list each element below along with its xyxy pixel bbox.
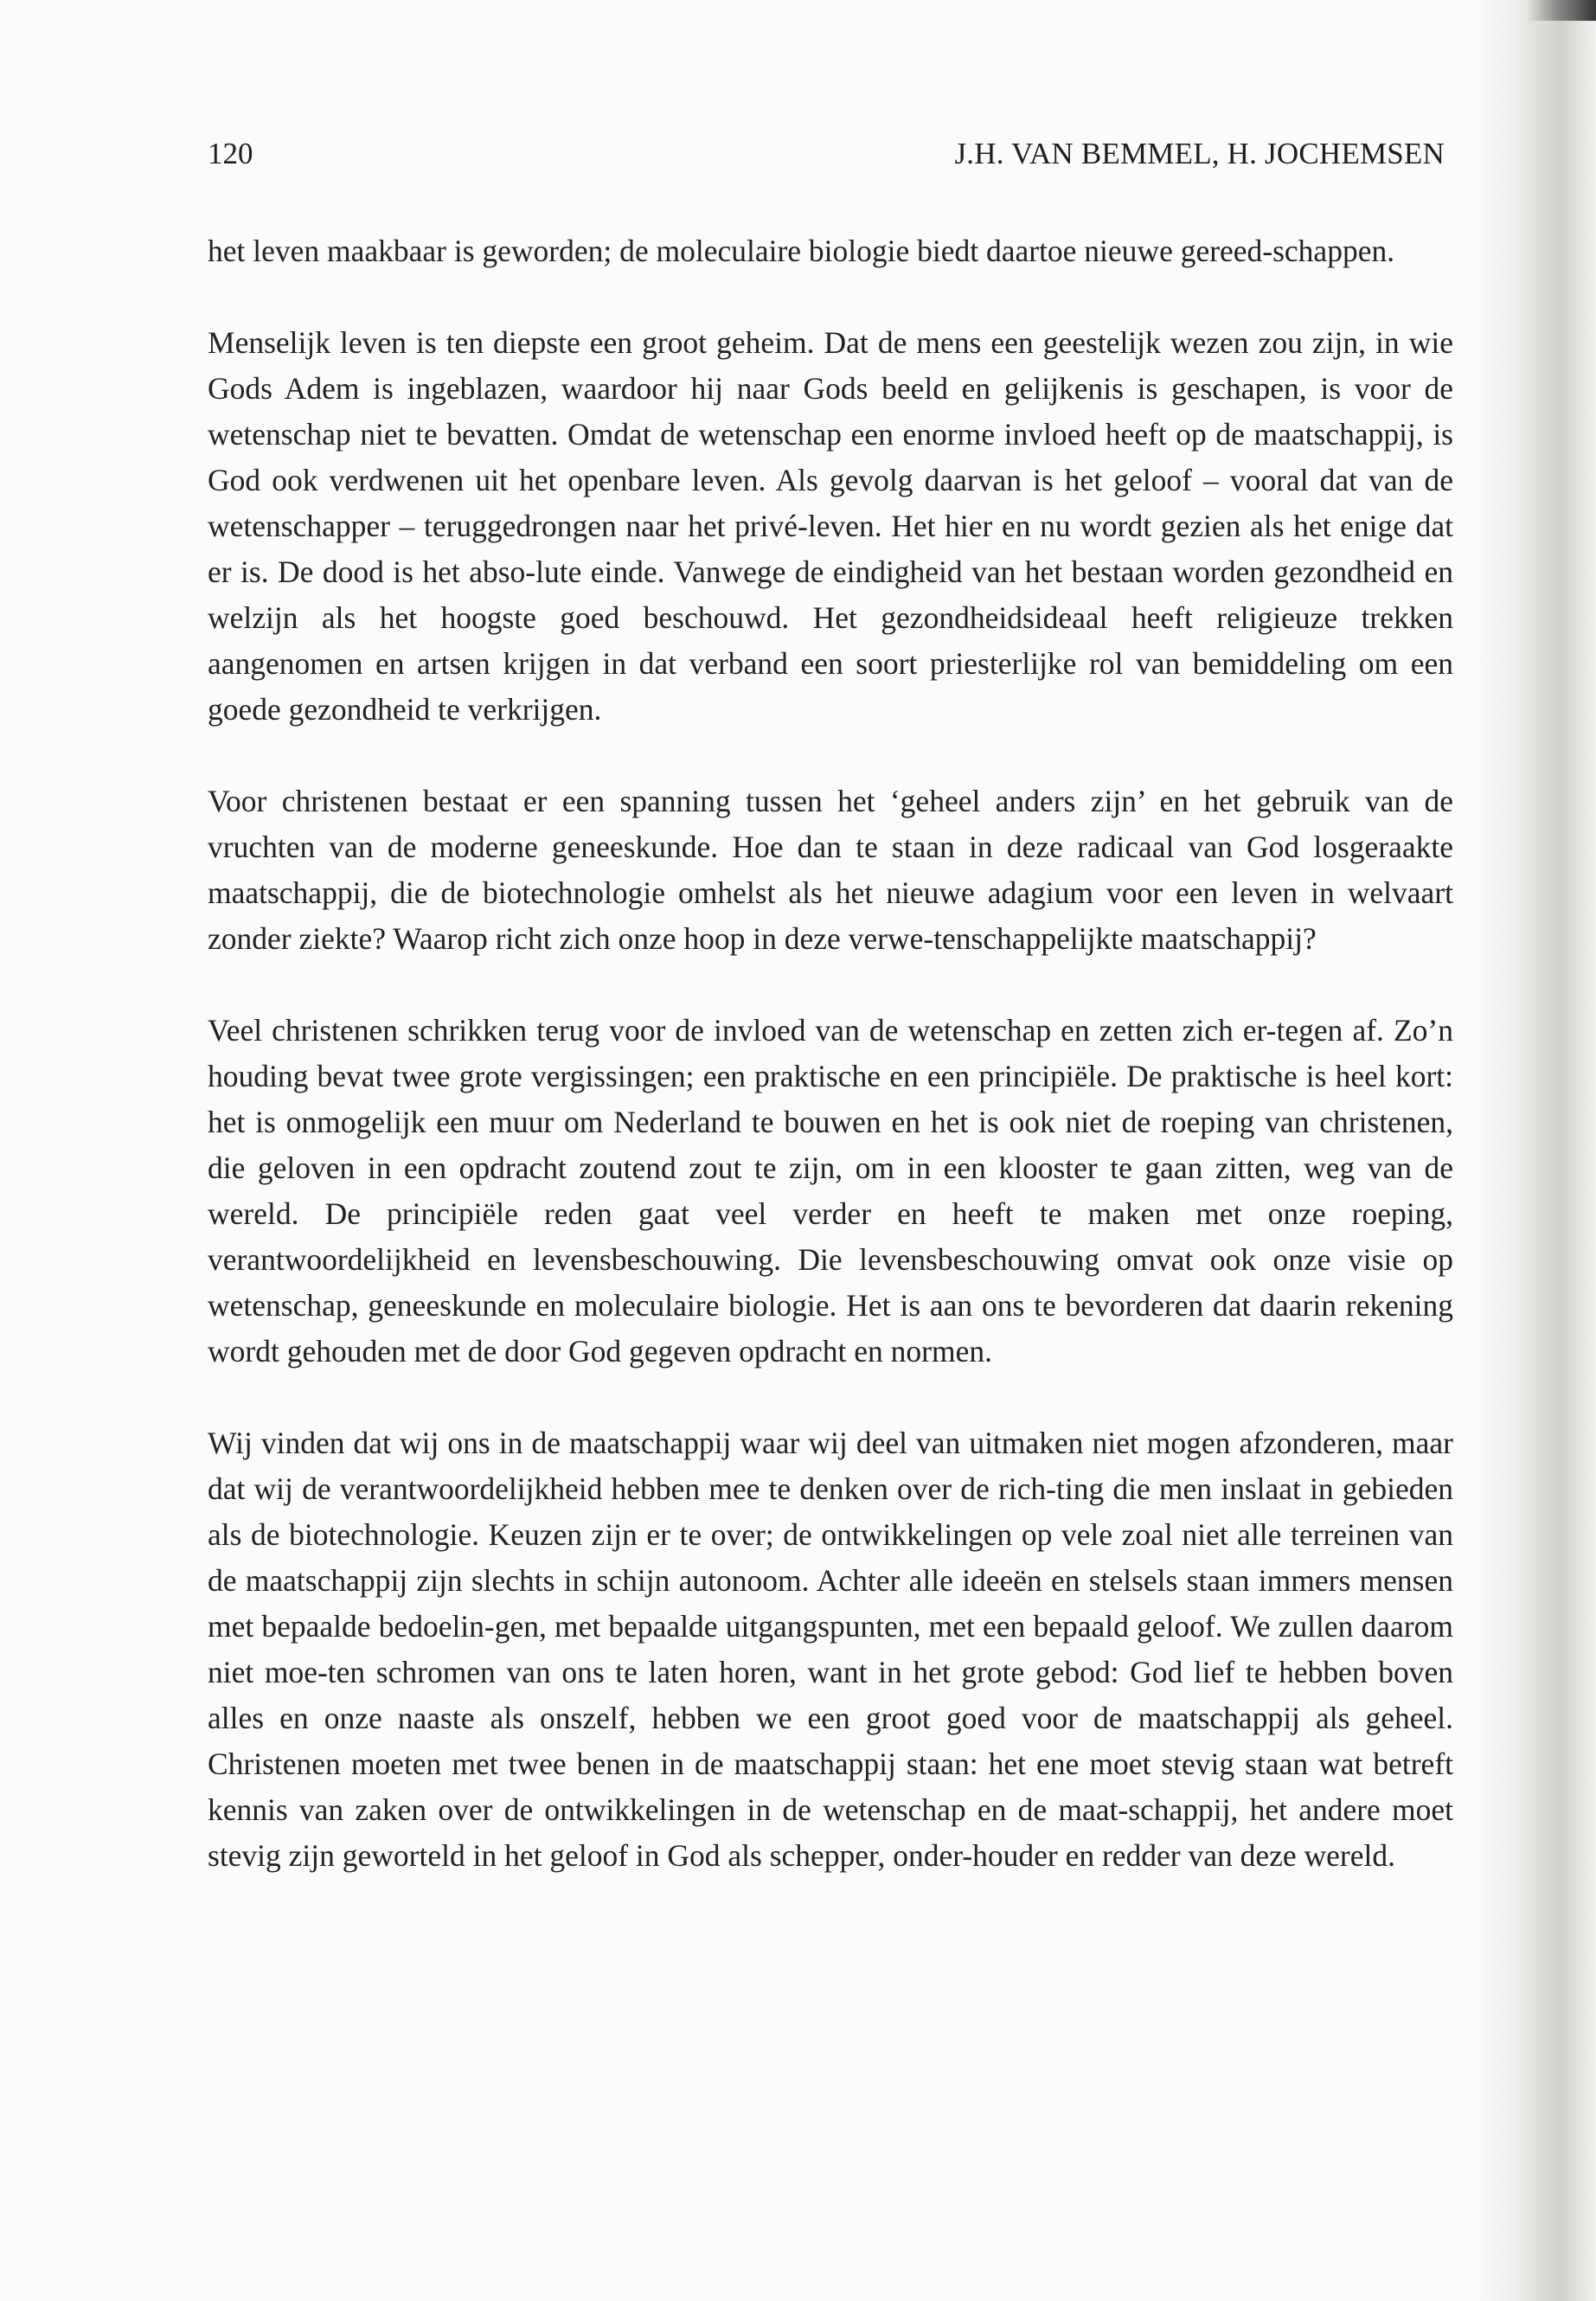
paragraph: Menselijk leven is ten diepste een groot geheim. Dat de mens een geestelijk wezen zou zijn, in wie Gods Adem is ingeblazen, waardoor hij naar Gods beeld en gelijkenis is geschapen, is voor de wetenschap niet te bevatten. Omdat de wetenschap een enorme invloed heeft op de maatschappij, is God ook verdwenen uit het openbare leven. Als gevolg daarvan is het geloof – vooral dat van de wetenschapper – teruggedrongen naar het privé-leven. Het hier en nu wordt gezien als het enige dat er is. De dood is het abso-lute einde. Vanwege de eindigheid van het bestaan worden gezondheid en welzijn als het hoogste goed beschouwd. Het gezondheidsideaal heeft religieuze trekken aangenomen en artsen krijgen in dat verband een soort priesterlijke rol van bemiddeling om een goede gezondheid te verkrijgen.: [208, 325, 1453, 727]
binding-shadow: [1475, 0, 1596, 2301]
paragraph: Veel christenen schrikken terug voor de invloed van de wetenschap en zetten zich er-tegen af. Zo’n houding bevat twee grote vergissingen; een praktische en een principiële. De praktische is heel kort: het is onmogelijk een muur om Nederland te bouwen en het is ook niet de roeping van christenen, die geloven in een opdracht zoutend zout te zijn, om in een klooster te gaan zitten, weg van de wereld. De principiële reden gaat veel verder en heeft te maken met onze roeping, verantwoordelijkheid en levensbeschouwing. Die levensbeschouwing omvat ook onze visie op wetenschap, geneeskunde en moleculaire biologie. Het is aan ons te bevorderen dat daarin rekening wordt gehouden met de door God gegeven opdracht en normen.: [208, 1013, 1453, 1368]
running-head: J.H. VAN BEMMEL, H. JOCHEMSEN: [954, 137, 1445, 170]
paragraph: Wij vinden dat wij ons in de maatschappij waar wij deel van uitmaken niet mogen afzonderen, maar dat wij de verantwoordelijkheid hebben mee te denken over de rich-ting die men inslaat in gebieden als de biotechnologie. Keuzen zijn er te over; de ontwikkelingen op vele zoal niet alle terreinen van de maatschappij zijn slechts in schijn autonoom. Achter alle ideeën en stelsels staan immers mensen met bepaalde bedoelin-gen, met bepaalde uitgangspunten, met een bepaald geloof. We zullen daarom niet moe-ten schromen van ons te laten horen, want in het grote gebod: God lief te hebben boven alles en onze naaste als onszelf, hebben we een groot goed voor de maatschappij als geheel. Christenen moeten met twee benen in de maatschappij staan: het ene moet stevig staan wat betreft kennis van zaken over de ontwikkelingen in de wetenschap en de maat-schappij, het andere moet stevig zijn geworteld in het geloof in God als schepper, onder-houder en redder van deze wereld.: [208, 1426, 1453, 1873]
page-header: [208, 137, 1453, 180]
page-number: 120: [208, 137, 253, 170]
body-text: [208, 228, 1453, 1879]
scan-edge-mark: [1527, 0, 1596, 21]
paragraph: Voor christenen bestaat er een spanning tussen het ‘geheel anders zijn’ en het gebruik van de vruchten van de moderne geneeskunde. Hoe dan te staan in deze radicaal van God losgeraakte maatschappij, die de biotechnologie omhelst als het nieuwe adagium voor een leven in welvaart zonder ziekte? Waarop richt zich onze hoop in deze verwe-tenschappelijkte maatschappij?: [208, 784, 1453, 956]
paragraph: het leven maakbaar is geworden; de moleculaire biologie biedt daartoe nieuwe gereed-schappen.: [208, 234, 1395, 268]
